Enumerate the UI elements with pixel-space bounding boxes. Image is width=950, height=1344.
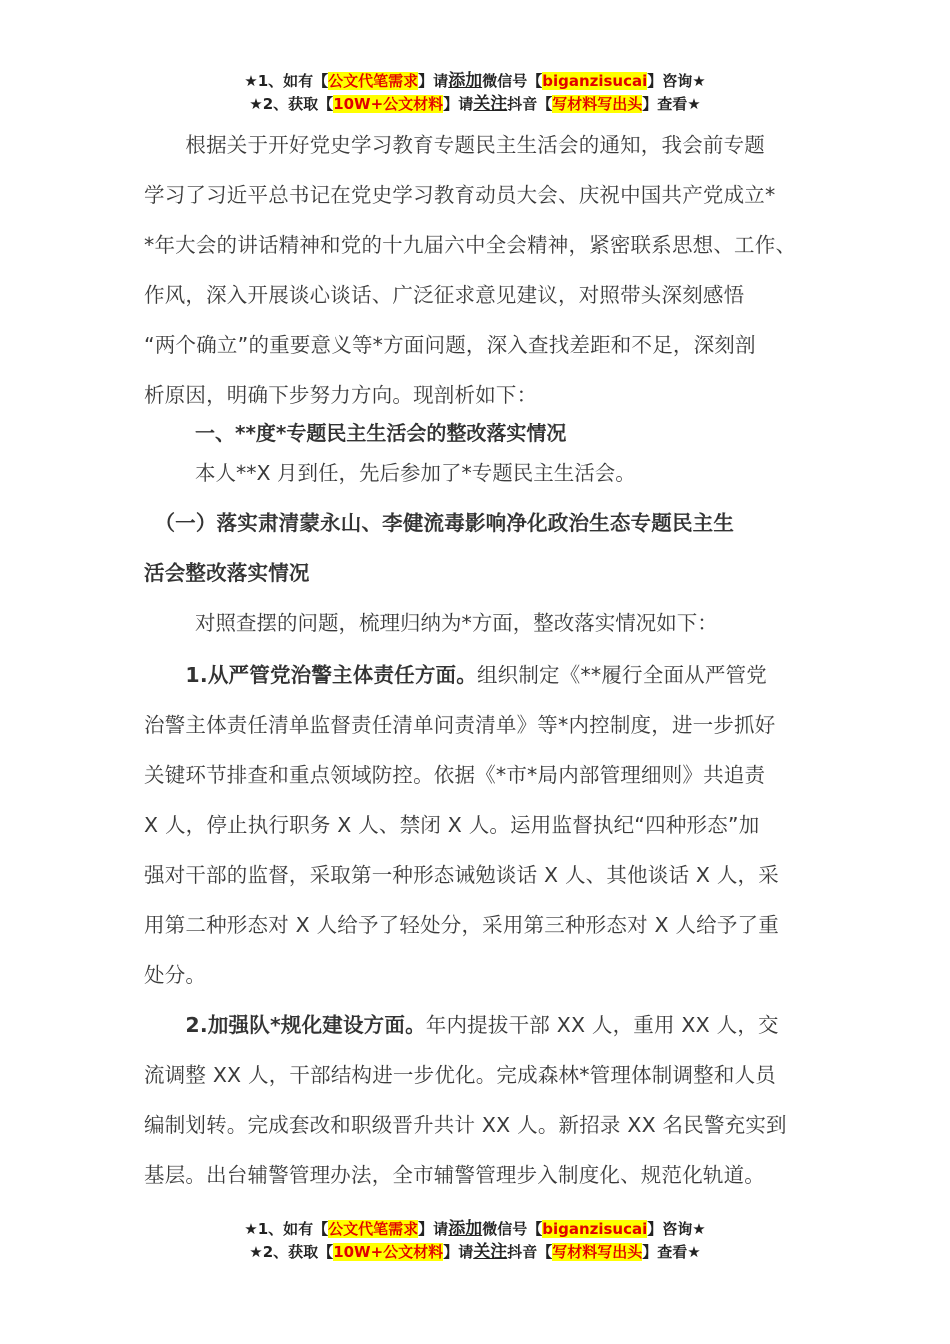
promo-line-1 [0,1218,950,1241]
promo-text: 】请 [443,95,474,113]
promo-text: 】查看★ [642,95,701,113]
item-1-paragraph [144,650,814,1000]
promo-underline: 关注 [473,94,508,114]
item-text: 年内提拔干部 XX 人，重用 XX 人，交 [425,1013,779,1037]
promo-banner-bottom [0,1218,950,1264]
text-line: X 人，停止执行职务 X 人、禁闭 X 人。运用监督执纪“四种形态”加 [144,813,760,837]
promo-wechat-id: biganzisucai [542,1220,648,1238]
promo-underline: 添加 [448,1219,483,1239]
text-line: 编制划转。完成套改和职级晋升共计 XX 人。新招录 XX 名民警充实到 [144,1113,787,1137]
promo-text: ★2、获取【 [249,1243,334,1261]
promo-underline: 添加 [448,71,483,91]
text-line: 流调整 XX 人，干部结构进一步优化。完成森林*管理体制调整和人员 [144,1063,776,1087]
promo-highlight: 10W+公文材料 [333,1243,444,1261]
promo-text: 】请 [418,1220,449,1238]
text-line: 析原因，明确下步努力方向。现剖析如下： [144,383,538,407]
promo-wechat-id: biganzisucai [542,72,648,90]
promo-underline: 关注 [473,1242,508,1262]
promo-highlight: 公文代笔需求 [328,72,419,90]
promo-text: 抖音【 [507,1243,553,1261]
text-line: 治警主体责任清单监督责任清单问责清单》等*内控制度，进一步抓好 [144,713,776,737]
promo-text: 微信号【 [482,1220,543,1238]
text-line [144,650,814,700]
promo-douyin-id: 写材料写出头 [552,95,643,113]
text-line: *年大会的讲话精神和党的十九届六中全会精神，紧密联系思想、工作、 [144,233,797,257]
promo-text: 】请 [443,1243,474,1261]
item-text: 组织制定《**履行全面从严管党 [476,663,767,687]
summary-text: 对照查摆的问题，梳理归纳为*方面，整改落实情况如下： [195,611,718,635]
promo-text: 】咨询★ [647,1220,706,1238]
section-text: 本人**X 月到任，先后参加了*专题民主生活会。 [195,461,636,485]
text-line: 用第二种形态对 X 人给予了轻处分，采用第三种形态对 X 人给予了重 [144,913,779,937]
promo-banner-top [0,70,950,116]
text-line: 作风，深入开展谈心谈话、广泛征求意见建议，对照带头深刻感悟 [144,283,745,307]
promo-text: 微信号【 [482,72,543,90]
promo-text: ★1、如有【 [244,1220,329,1238]
intro-paragraph [144,120,814,420]
promo-text: 】咨询★ [647,72,706,90]
text-line: 活会整改落实情况 [144,561,310,585]
text-line: 强对干部的监督，采取第一种形态诫勉谈话 X 人、其他谈话 X 人，采 [144,863,779,887]
subsection-heading [144,498,814,598]
promo-line-1 [0,70,950,93]
section-heading: 一、**度*专题民主生活会的整改落实情况 [195,421,567,445]
text-line: 关键环节排查和重点领域防控。依据《*市*局内部管理细则》共追责 [144,763,766,787]
promo-text: 】请 [418,72,449,90]
promo-line-2 [0,1241,950,1264]
promo-line-2 [0,93,950,116]
text-line [144,1000,814,1050]
promo-text: 抖音【 [507,95,553,113]
text-line: “两个确立”的重要意义等*方面问题，深入查找差距和不足，深刻剖 [144,333,756,357]
item-title: 2.加强队*规化建设方面。 [144,1013,426,1037]
text-line: 学习了习近平总书记在党史学习教育动员大会、庆祝中国共产党成立* [144,183,776,207]
item-title: 1.从严管党治警主体责任方面。 [144,663,477,687]
text-line: 处分。 [144,963,207,987]
promo-text: ★1、如有【 [244,72,329,90]
text-line: （一）落实肃清蒙永山、李健流毒影响净化政治生态专题民主生 [144,511,735,535]
promo-highlight: 10W+公文材料 [333,95,444,113]
promo-text: 】查看★ [642,1243,701,1261]
promo-text: ★2、获取【 [249,95,334,113]
item-2-paragraph [144,1000,814,1200]
text-line: 基层。出台辅警管理办法，全市辅警管理步入制度化、规范化轨道。 [144,1163,765,1187]
promo-douyin-id: 写材料写出头 [552,1243,643,1261]
promo-highlight: 公文代笔需求 [328,1220,419,1238]
text-line: 根据关于开好党史学习教育专题民主生活会的通知，我会前专题 [144,133,765,157]
